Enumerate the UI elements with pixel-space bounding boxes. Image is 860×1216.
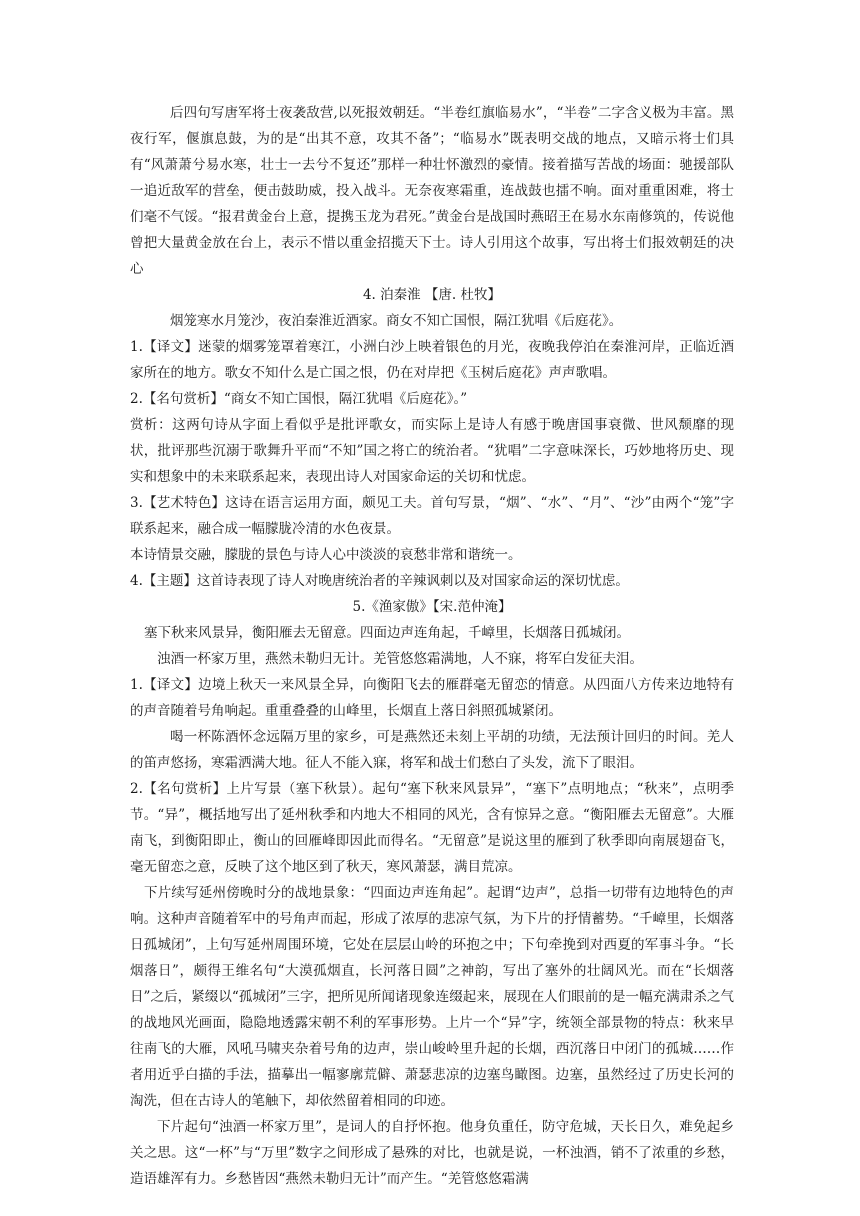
poem5-line1: 塞下秋来风景异，衡阳雁去无留意。四面边声连角起，千嶂里，长烟落日孤城闭。 bbox=[144, 625, 630, 641]
document-page bbox=[130, 100, 734, 1192]
poem4-famous-lines: 2.【名句赏析】“商女不知亡国恨，隔江犹唱《后庭花》。” bbox=[130, 391, 468, 407]
poem4-summary: 本诗情景交融，朦胧的景色与诗人心中淡淡的哀愁非常和谐统一。 bbox=[130, 547, 522, 563]
poem4-appreciation: 赏析：这两句诗从字面上看似乎是批评歌女，而实际上是诗人有感于晚唐国事衰微、世风颓靡的现状，批评那些沉溺于歌舞升平而“不知”国之将亡的统治者。“犹唱”二字意味深长，巧妙地将历史、现实和想象中的未来联系起来，表现出诗人对国家命运的关切和忧虑。 bbox=[130, 417, 734, 485]
poem4-title: 4. 泊秦淮 【唐. 杜牧】 bbox=[362, 287, 502, 303]
poem4-translation: 1.【译文】迷蒙的烟雾笼罩着寒江，小洲白沙上映着银色的月光，夜晚我停泊在秦淮河岸，正临近酒家所在的地方。歌女不知什么是亡国之恨，仍在对岸把《玉树后庭花》声声歌唱。 bbox=[130, 339, 734, 381]
analysis-paragraph: 后四句写唐军将士夜袭敌营,以死报效朝廷。“半卷红旗临易水”，“半卷”二字含义极为丰富。黑夜行军，偃旗息鼓，为的是“出其不意，攻其不备”；“临易水”既表明交战的地点，又暗示将士们具有“风萧萧兮易水寒，壮士一去兮不复还”那样一种壮怀激烈的豪情。接着描写苦战的场面：驰援部队一追近敌军的营垒，便击鼓助威，投入战斗。无奈夜寒霜重，连战鼓也擂不响。面对重重困难，将士们毫不气馁。“报君黄金台上意，提携玉龙为君死。”黄金台是战国时燕昭王在易水东南修筑的，传说他曾把大量黄金放在台上，表示不惜以重金招揽天下士。诗人引用这个故事，写出将士们报效朝廷的决心 bbox=[130, 105, 734, 277]
poem4-theme: 4.【主题】这首诗表现了诗人对晚唐统治者的辛辣讽刺以及对国家命运的深切忧虑。 bbox=[130, 573, 629, 589]
poem5-analysis-upper: 下片续写延州傍晚时分的战地景象：“四面边声连角起”。起谓“边声”，总指一切带有边地特色的声响。这种声音随着军中的号角声而起，形成了浓厚的悲凉气氛，为下片的抒情蓄势。“千嶂里，长烟落日孤城闭”，上句写延州周围环境，它处在层层山岭的环抱之中；下句牵挽到对西夏的军事斗争。“长烟落日”，颇得王维名句“大漠孤烟直，长河落日圆”之神韵，写出了塞外的壮阔风光。而在“长烟落日”之后，紧缀以“孤城闭”三字，把所见所闻诸现象连缀起来，展现在人们眼前的是一幅充满肃杀之气的战地风光画面，隐隐地透露宋朝不利的军事形势。上片一个“异”字，统领全部景物的特点：秋来早往南飞的大雁，风吼马啸夹杂着号角的边声，崇山峻岭里升起的长烟，西沉落日中闭门的孤城……作者用近乎白描的手法，描摹出一幅寥廓荒僻、萧瑟悲凉的边塞鸟瞰图。边塞，虽然经过了历史长河的淘洗，但在古诗人的笔触下，却依然留着相同的印迹。 bbox=[130, 885, 734, 1109]
poem5-line2: 浊酒一杯家万里，燕然未勒归无计。羌管悠悠霜满地，人不寐，将军白发征夫泪。 bbox=[157, 651, 643, 667]
poem5-translation-cont: 喝一杯陈酒怀念远隔万里的家乡，可是燕然还未刻上平胡的功绩，无法预计回归的时间。羌人的笛声悠扬，寒霜洒满大地。征人不能入寐，将军和战士们愁白了头发，流下了眼泪。 bbox=[130, 729, 734, 771]
poem4-text: 烟笼寒水月笼沙，夜泊秦淮近酒家。商女不知亡国恨，隔江犹唱《后庭花》。 bbox=[170, 313, 623, 329]
poem5-famous-lines: 2.【名句赏析】上片写景（塞下秋景）。起句“塞下秋来风景异”，“塞下”点明地点；“秋来”，点明季节。“异”，概括地写出了延州秋季和内地大不相同的风光，含有惊异之意。“衡阳雁去无留意”。大雁南飞，到衡阳即止，衡山的回雁峰即因此而得名。“无留意”是说这里的雁到了秋季即向南展翅奋飞，毫无留恋之意，反映了这个地区到了秋天，寒风萧瑟，满目荒凉。 bbox=[130, 781, 734, 875]
poem4-artistic-feature: 3.【艺术特色】这诗在语言运用方面，颇见工夫。首句写景，“烟”、“水”、“月”、“沙”由两个“笼”字联系起来，融合成一幅朦胧冷清的水色夜景。 bbox=[130, 495, 734, 537]
poem5-title: 5.《渔家傲》【宋.范仲淹】 bbox=[352, 599, 512, 615]
poem5-analysis-lower: 下片起句“浊酒一杯家万里”，是词人的自抒怀抱。他身负重任，防守危城，天长日久，难免起乡关之思。这“一杯”与“万里”数字之间形成了悬殊的对比，也就是说，一杯浊酒，销不了浓重的乡愁，造语雄浑有力。乡愁皆因“燕然未勒归无计”而产生。“羌管悠悠霜满 bbox=[130, 1119, 734, 1187]
poem5-translation: 1.【译文】边境上秋天一来风景全异，向衡阳飞去的雁群毫无留恋的情意。从四面八方传来边地特有的声音随着号角响起。重重叠叠的山峰里，长烟直上落日斜照孤城紧闭。 bbox=[130, 677, 734, 719]
